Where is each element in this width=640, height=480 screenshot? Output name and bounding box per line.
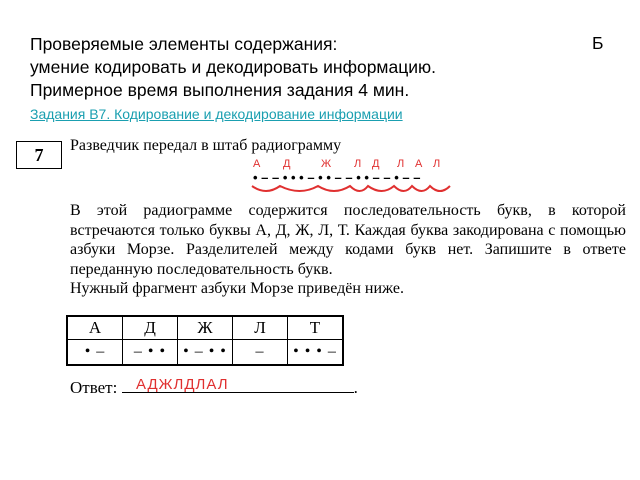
ann-letter: Ж xyxy=(321,158,332,170)
task-body xyxy=(70,201,626,299)
task-number-box: 7 xyxy=(16,141,62,169)
table-cell: – • • xyxy=(123,340,178,366)
task-hint: Нужный фрагмент азбуки Морзе приведён ниже. xyxy=(70,280,404,297)
table-cell: А xyxy=(67,316,123,340)
ann-letter: Д xyxy=(283,158,291,170)
task-description: В этой радиограмме содержится последовательность букв, в которой встречаются только буквы А, Д, Ж, Л, Т. Каждая буква закодирована с помощью азбуки Морзе. Разделителей между кодами букв нет. Запишите в ответе переданную последовательность букв. xyxy=(70,202,626,278)
table-cell: – xyxy=(233,340,288,366)
decoding-arcs xyxy=(252,186,450,191)
answer-value: АДЖЛДЛАЛ xyxy=(136,376,229,393)
answer-label: Ответ: xyxy=(70,378,118,397)
table-cell: • – xyxy=(67,340,123,366)
ann-letter: Л xyxy=(433,158,441,170)
table-row-codes xyxy=(67,340,343,366)
header-letter: Б xyxy=(592,33,604,53)
table-cell: Д xyxy=(123,316,178,340)
ann-letter: А xyxy=(253,158,261,170)
task-intro: Разведчик передал в штаб радиограмму xyxy=(70,137,342,154)
table-cell: • – • • xyxy=(178,340,233,366)
morse-table xyxy=(66,315,344,366)
table-cell: Л xyxy=(233,316,288,340)
ann-letter: Л xyxy=(354,158,362,170)
ann-letter: А xyxy=(415,158,423,170)
header-line-1: Проверяемые элементы содержания: xyxy=(30,34,338,54)
header-line-3: Примерное время выполнения задания 4 мин. xyxy=(30,80,410,100)
ann-letter: Л xyxy=(397,158,405,170)
header-line-2: умение кодировать и декодировать информацию. xyxy=(30,57,436,77)
table-row-letters xyxy=(67,316,343,340)
radiogram-annotation xyxy=(0,150,640,200)
table-cell: Т xyxy=(288,316,344,340)
table-cell: Ж xyxy=(178,316,233,340)
answer-period: . xyxy=(353,378,358,397)
table-cell: • • • – xyxy=(288,340,344,366)
tasks-link[interactable]: Задания В7. Кодирование и декодирование информации xyxy=(30,106,403,122)
radiogram-code: • – – • • • – • • – – • • – – • – – xyxy=(253,170,421,185)
ann-letter: Д xyxy=(372,158,380,170)
